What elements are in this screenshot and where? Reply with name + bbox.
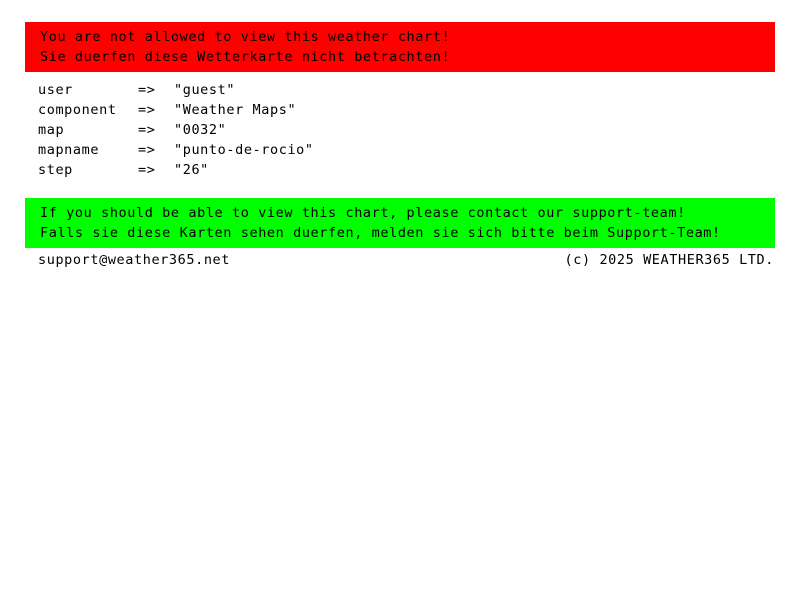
support-message-de: Falls sie diese Karten sehen duerfen, melden sie sich bitte beim Support-Team!: [40, 225, 721, 241]
parameter-row: [38, 120, 314, 140]
parameter-row: [38, 160, 314, 180]
support-message-en: If you should be able to view this chart, please contact our support-team!: [40, 205, 686, 221]
support-email-link[interactable]: support@weather365.net: [38, 252, 231, 268]
parameter-arrow: =>: [138, 122, 156, 138]
access-denied-banner: [25, 22, 775, 72]
parameter-arrow: =>: [138, 102, 156, 118]
access-denied-message-en: You are not allowed to view this weather chart!: [40, 29, 451, 45]
page-footer: [38, 250, 774, 270]
parameter-value: "26": [174, 162, 209, 178]
parameter-value: "punto-de-rocio": [174, 142, 314, 158]
parameter-arrow: =>: [138, 142, 156, 158]
parameter-row: [38, 140, 314, 160]
parameter-key: component: [38, 102, 117, 118]
parameter-arrow: =>: [138, 82, 156, 98]
parameter-row: [38, 80, 314, 100]
parameter-key: step: [38, 162, 73, 178]
access-denied-message-de: Sie duerfen diese Wetterkarte nicht betrachten!: [40, 49, 451, 65]
parameter-value: "guest": [174, 82, 236, 98]
request-parameters-list: [38, 80, 314, 180]
parameter-key: user: [38, 82, 73, 98]
support-contact-banner: [25, 198, 775, 248]
parameter-key: map: [38, 122, 65, 138]
parameter-value: "0032": [174, 122, 227, 138]
parameter-arrow: =>: [138, 162, 156, 178]
parameter-value: "Weather Maps": [174, 102, 297, 118]
copyright-notice: (c) 2025 WEATHER365 LTD.: [564, 252, 774, 268]
parameter-key: mapname: [38, 142, 100, 158]
parameter-row: [38, 100, 314, 120]
